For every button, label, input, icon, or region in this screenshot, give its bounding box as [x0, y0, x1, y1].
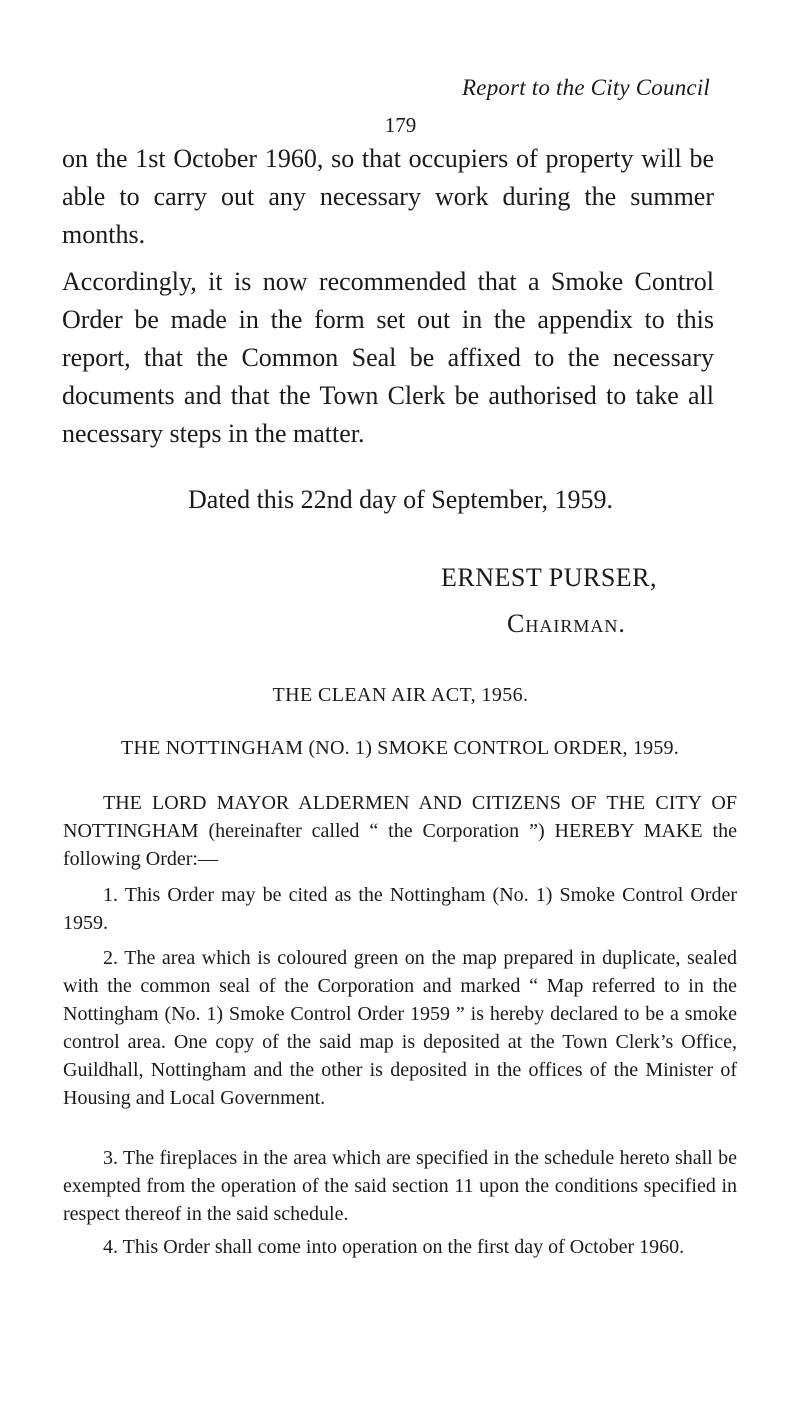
page-number: 179	[384, 113, 417, 137]
report-paragraph-2	[62, 263, 714, 453]
order-preamble	[63, 789, 737, 873]
running-head: Report to the City Council	[462, 75, 710, 100]
clause-text: 4. This Order shall come into operation on the first day of October 1960.	[103, 1236, 685, 1258]
signatory-title: Chairman.	[507, 609, 626, 638]
clause-text: 3. The fireplaces in the area which are specified in the schedule hereto shall be exempted from the operation of the said section 11 upon the conditions specified in respect thereof in the said schedule.	[63, 1147, 737, 1225]
clause-text: 2. The area which is coloured green on the map prepared in duplicate, sealed with the common seal of the Corporation and marked “ Map referred to in the Nottingham (No. 1) Smoke Control Order 1959 ” is hereby declared to be a smoke control area. One copy of the said map is deposited at the Town Clerk’s Office, Guildhall, Nottingham and the other is deposited in the offices of the Minister of Housing and Local Government.	[63, 947, 737, 1109]
clause-text: 1. This Order may be cited as the Nottingham (No. 1) Smoke Control Order 1959.	[63, 884, 737, 934]
report-paragraph-1	[62, 140, 714, 254]
order-clause-2	[63, 944, 737, 1112]
order-clause-4	[63, 1233, 737, 1261]
preamble-text: THE LORD MAYOR ALDERMEN AND CITIZENS OF THE CITY OF NOTTINGHAM (hereinafter called “ the Corporation ”) HEREBY MAKE the following Order:—	[63, 792, 737, 870]
paragraph-text: Accordingly, it is now recommended that a Smoke Control Order be made in the form set out in the appendix to this report, that the Common Seal be affixed to the necessary documents and that the Town Clerk be authorised to take all necessary steps in the matter.	[62, 267, 714, 448]
paragraph-text: on the 1st October 1960, so that occupiers of property will be able to carry out any necessary work during the summer months.	[62, 144, 714, 249]
order-title: THE NOTTINGHAM (NO. 1) SMOKE CONTROL ORDER, 1959.	[121, 737, 679, 759]
signatory-name: ERNEST PURSER,	[441, 563, 658, 592]
act-title: THE CLEAN AIR ACT, 1956.	[272, 684, 529, 706]
order-clause-3	[63, 1144, 737, 1228]
order-clause-1	[63, 881, 737, 937]
dated-line: Dated this 22nd day of September, 1959.	[188, 485, 613, 514]
